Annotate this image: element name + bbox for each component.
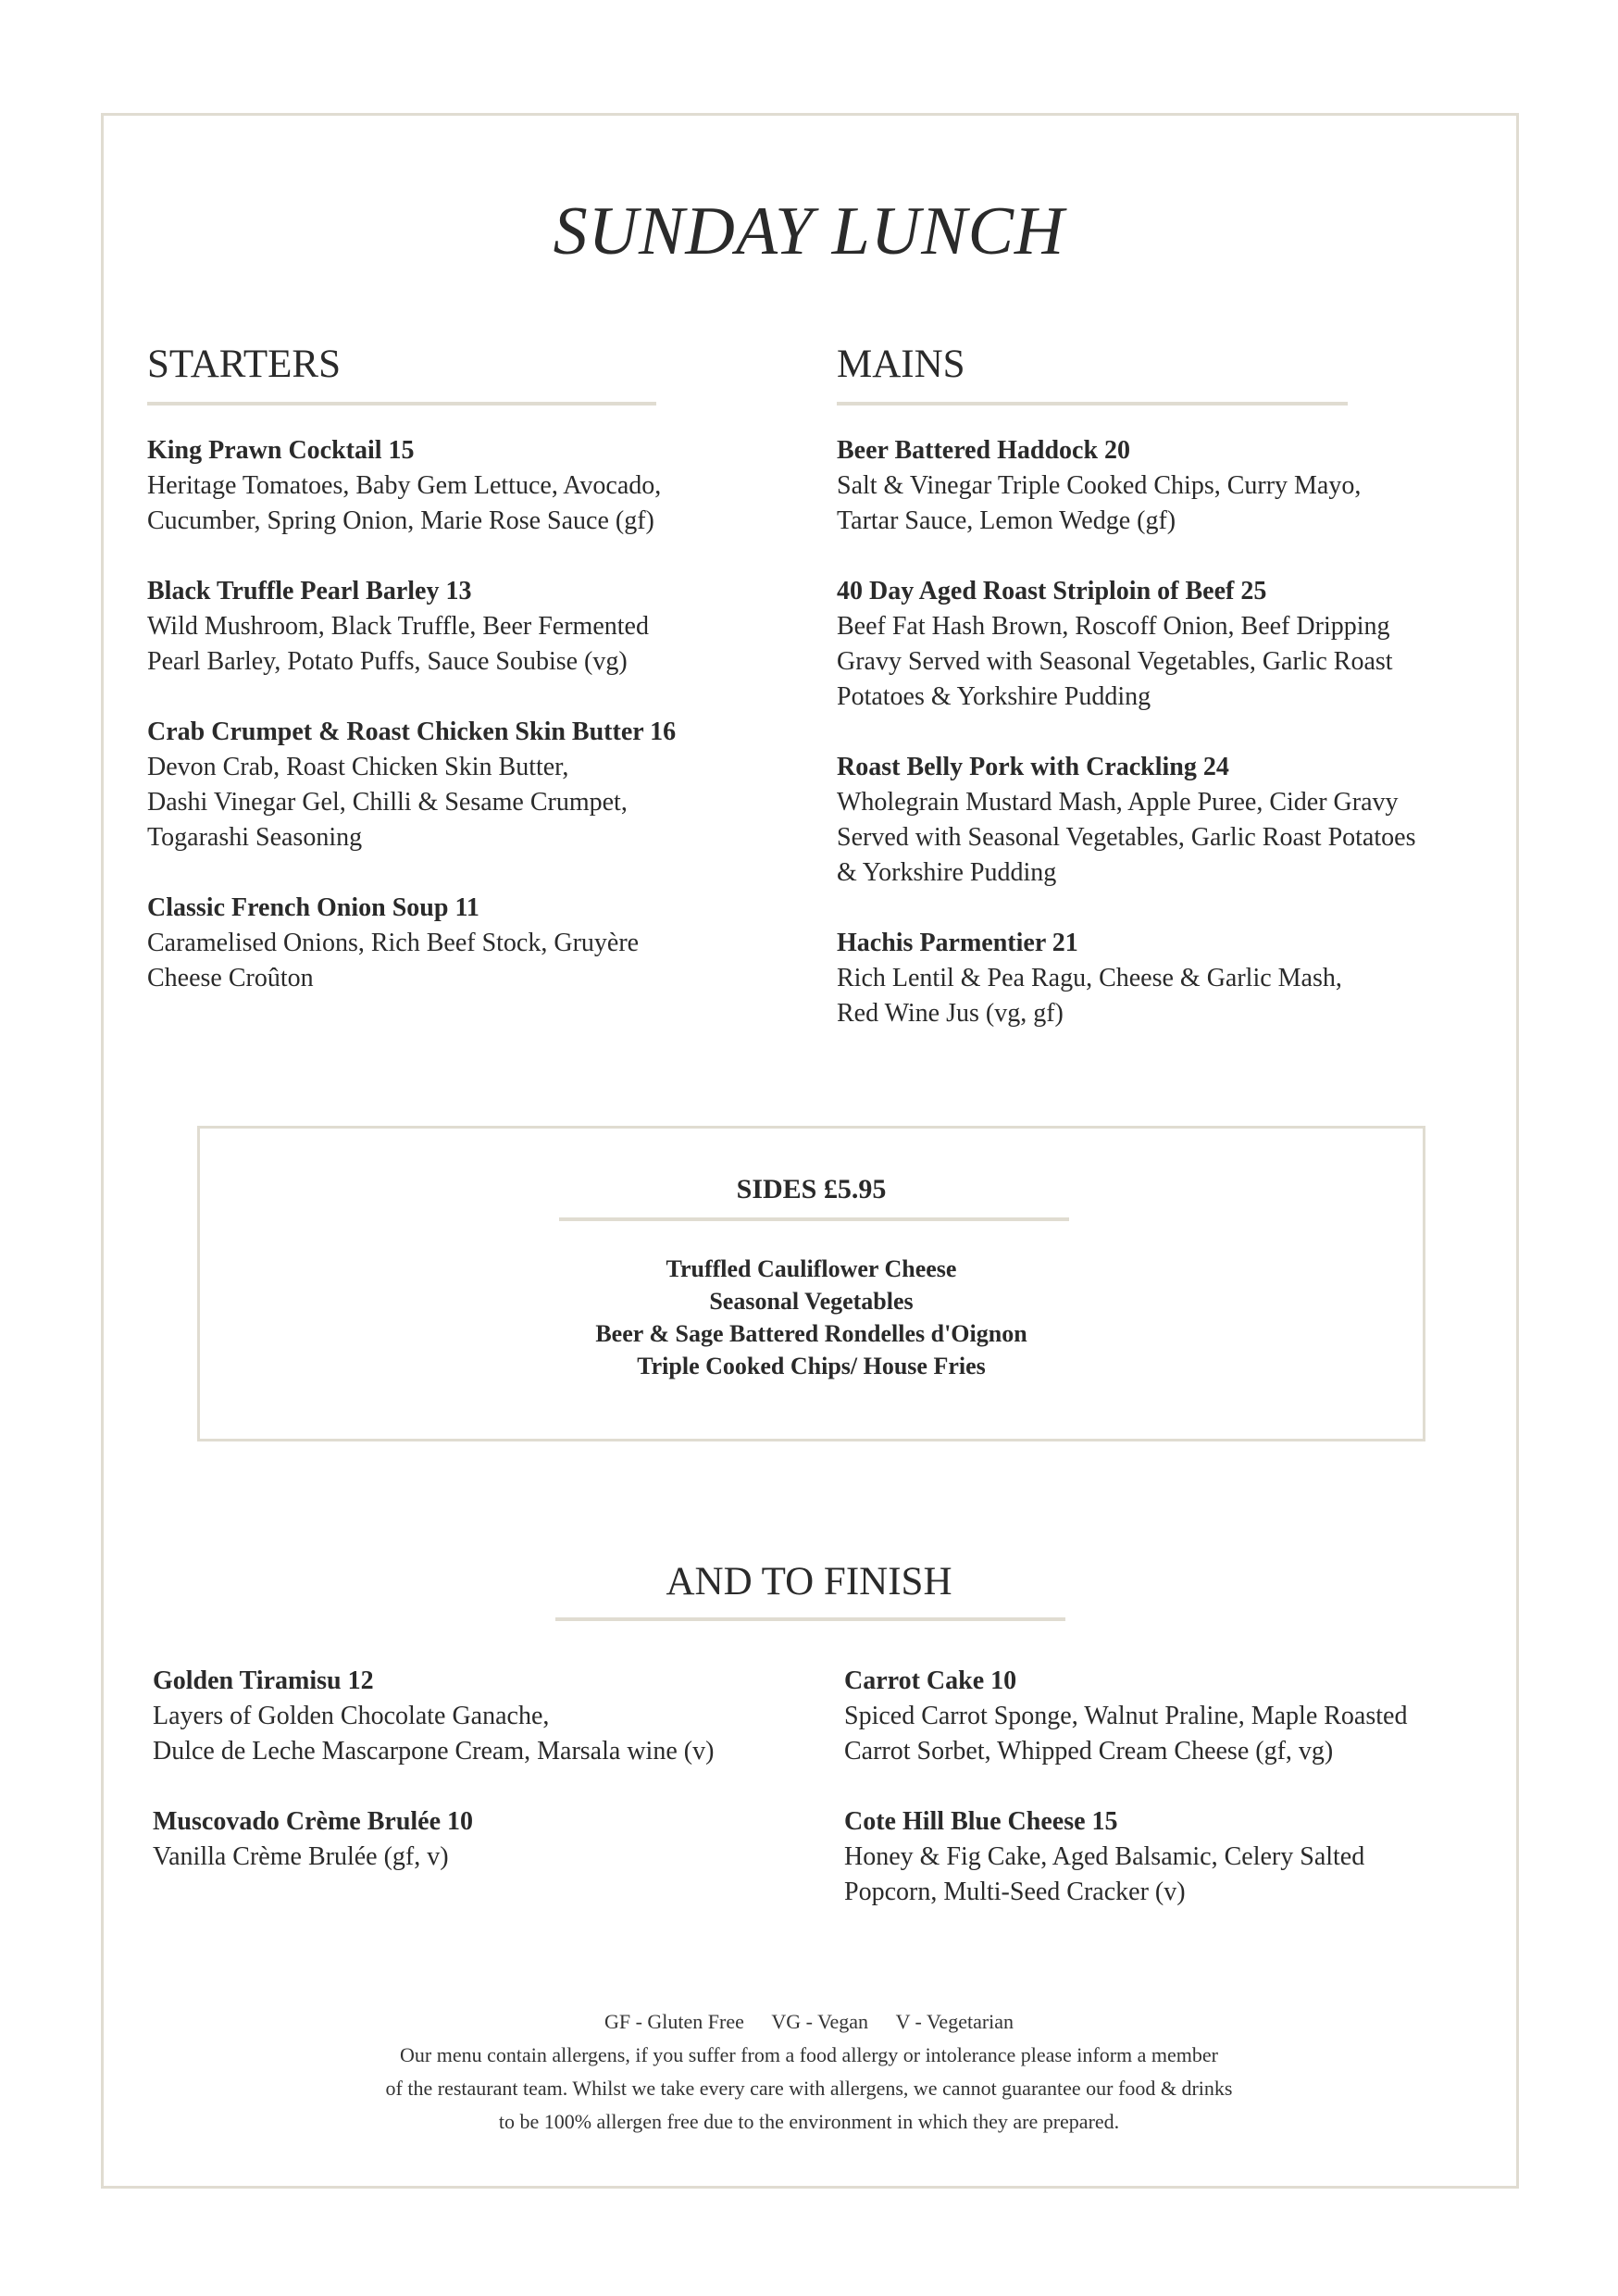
side-item: Seasonal Vegetables — [709, 1288, 914, 1315]
allergen-notice-line: of the restaurant team. Whilst we take every care with allergens, we cannot guarantee our food & drinks — [385, 2077, 1233, 2100]
key-vegetarian: V - Vegetarian — [895, 2010, 1014, 2033]
item-name: King Prawn Cocktail 15 — [147, 436, 415, 465]
item-description-line: Red Wine Jus (vg, gf) — [837, 999, 1064, 1028]
item-name: Muscovado Crème Brulée 10 — [153, 1807, 474, 1836]
item-name: Hachis Parmentier 21 — [837, 929, 1078, 957]
item-description-line: Salt & Vinegar Triple Cooked Chips, Curry Mayo, — [837, 471, 1362, 500]
menu-item — [844, 1664, 1511, 1769]
menu-item — [837, 433, 1503, 539]
desserts-right-column — [844, 1664, 1511, 1910]
sides-box — [197, 1126, 1425, 1441]
side-item: Beer & Sage Battered Rondelles d'Oignon — [595, 1320, 1027, 1347]
item-name: Roast Belly Pork with Crackling 24 — [837, 753, 1229, 781]
item-description-line: Spiced Carrot Sponge, Walnut Praline, Maple Roasted — [844, 1702, 1408, 1730]
item-name: Black Truffle Pearl Barley 13 — [147, 577, 472, 605]
desserts-left-column — [153, 1664, 819, 1875]
key-gluten-free: GF - Gluten Free — [604, 2010, 744, 2033]
menu-item — [153, 1804, 819, 1875]
menu-item — [153, 1664, 819, 1769]
item-description-line: Wholegrain Mustard Mash, Apple Puree, Cider Gravy — [837, 788, 1399, 817]
allergen-notice-line: Our menu contain allergens, if you suffer from a food allergy or intolerance please inform a member — [400, 2043, 1218, 2066]
key-vegan: VG - Vegan — [771, 2010, 869, 2033]
dietary-key — [0, 2005, 1618, 2039]
menu-item — [837, 750, 1503, 891]
item-description-line: Potatoes & Yorkshire Pudding — [837, 682, 1151, 711]
mains-heading: MAINS — [837, 343, 965, 386]
starters-section — [147, 341, 795, 996]
sides-rule — [559, 1217, 1069, 1221]
mains-rule — [837, 402, 1348, 406]
menu-item — [837, 574, 1503, 715]
mains-section — [837, 341, 1503, 1031]
allergen-notice-line: to be 100% allergen free due to the environment in which they are prepared. — [498, 2110, 1120, 2133]
menu-item — [147, 574, 795, 680]
item-name: Cote Hill Blue Cheese 15 — [844, 1807, 1118, 1836]
item-name: Crab Crumpet & Roast Chicken Skin Butter 16 — [147, 718, 677, 746]
sides-list — [200, 1253, 1423, 1382]
item-description-line: & Yorkshire Pudding — [837, 858, 1057, 887]
item-description-line: Served with Seasonal Vegetables, Garlic Roast Potatoes — [837, 823, 1416, 852]
item-description-line: Carrot Sorbet, Whipped Cream Cheese (gf, vg) — [844, 1737, 1334, 1766]
allergen-footer — [0, 2005, 1618, 2139]
item-description-line: Rich Lentil & Pea Ragu, Cheese & Garlic Mash, — [837, 964, 1342, 992]
item-description-line: Dashi Vinegar Gel, Chilli & Sesame Crumpet, — [147, 788, 628, 817]
item-name: Beer Battered Haddock 20 — [837, 436, 1131, 465]
item-description-line: Layers of Golden Chocolate Ganache, — [153, 1702, 550, 1730]
item-description-line: Honey & Fig Cake, Aged Balsamic, Celery Salted — [844, 1842, 1365, 1871]
item-description-line: Dulce de Leche Mascarpone Cream, Marsala wine (v) — [153, 1737, 715, 1766]
finish-rule — [555, 1617, 1065, 1621]
item-description-line: Togarashi Seasoning — [147, 823, 363, 852]
item-name: Classic French Onion Soup 11 — [147, 893, 479, 922]
item-description-line: Popcorn, Multi-Seed Cracker (v) — [844, 1878, 1186, 1906]
item-description-line: Caramelised Onions, Rich Beef Stock, Gruyère — [147, 929, 640, 957]
menu-item — [147, 433, 795, 539]
menu-item — [147, 715, 795, 855]
item-name: Golden Tiramisu 12 — [153, 1666, 374, 1695]
finish-heading: AND TO FINISH — [666, 1560, 952, 1603]
item-description-line: Gravy Served with Seasonal Vegetables, Garlic Roast — [837, 647, 1393, 676]
menu-title: SUNDAY LUNCH — [553, 193, 1065, 269]
menu-item — [844, 1804, 1511, 1910]
item-description-line: Pearl Barley, Potato Puffs, Sauce Soubise (vg) — [147, 647, 628, 676]
menu-item — [147, 891, 795, 996]
menu-item — [837, 926, 1503, 1031]
item-name: Carrot Cake 10 — [844, 1666, 1017, 1695]
item-description-line: Vanilla Crème Brulée (gf, v) — [153, 1842, 449, 1871]
starters-heading: STARTERS — [147, 343, 342, 386]
sides-heading: SIDES £5.95 — [736, 1174, 887, 1204]
item-description-line: Cheese Croûton — [147, 964, 314, 992]
item-description-line: Cucumber, Spring Onion, Marie Rose Sauce (gf) — [147, 506, 654, 535]
starters-rule — [147, 402, 656, 406]
item-description-line: Tartar Sauce, Lemon Wedge (gf) — [837, 506, 1176, 535]
side-item: Truffled Cauliflower Cheese — [666, 1255, 957, 1282]
item-description-line: Beef Fat Hash Brown, Roscoff Onion, Beef Dripping — [837, 612, 1390, 641]
item-description-line: Wild Mushroom, Black Truffle, Beer Fermented — [147, 612, 649, 641]
side-item: Triple Cooked Chips/ House Fries — [637, 1353, 986, 1379]
item-name: 40 Day Aged Roast Striploin of Beef 25 — [837, 577, 1267, 605]
item-description-line: Devon Crab, Roast Chicken Skin Butter, — [147, 753, 569, 781]
item-description-line: Heritage Tomatoes, Baby Gem Lettuce, Avocado, — [147, 471, 662, 500]
